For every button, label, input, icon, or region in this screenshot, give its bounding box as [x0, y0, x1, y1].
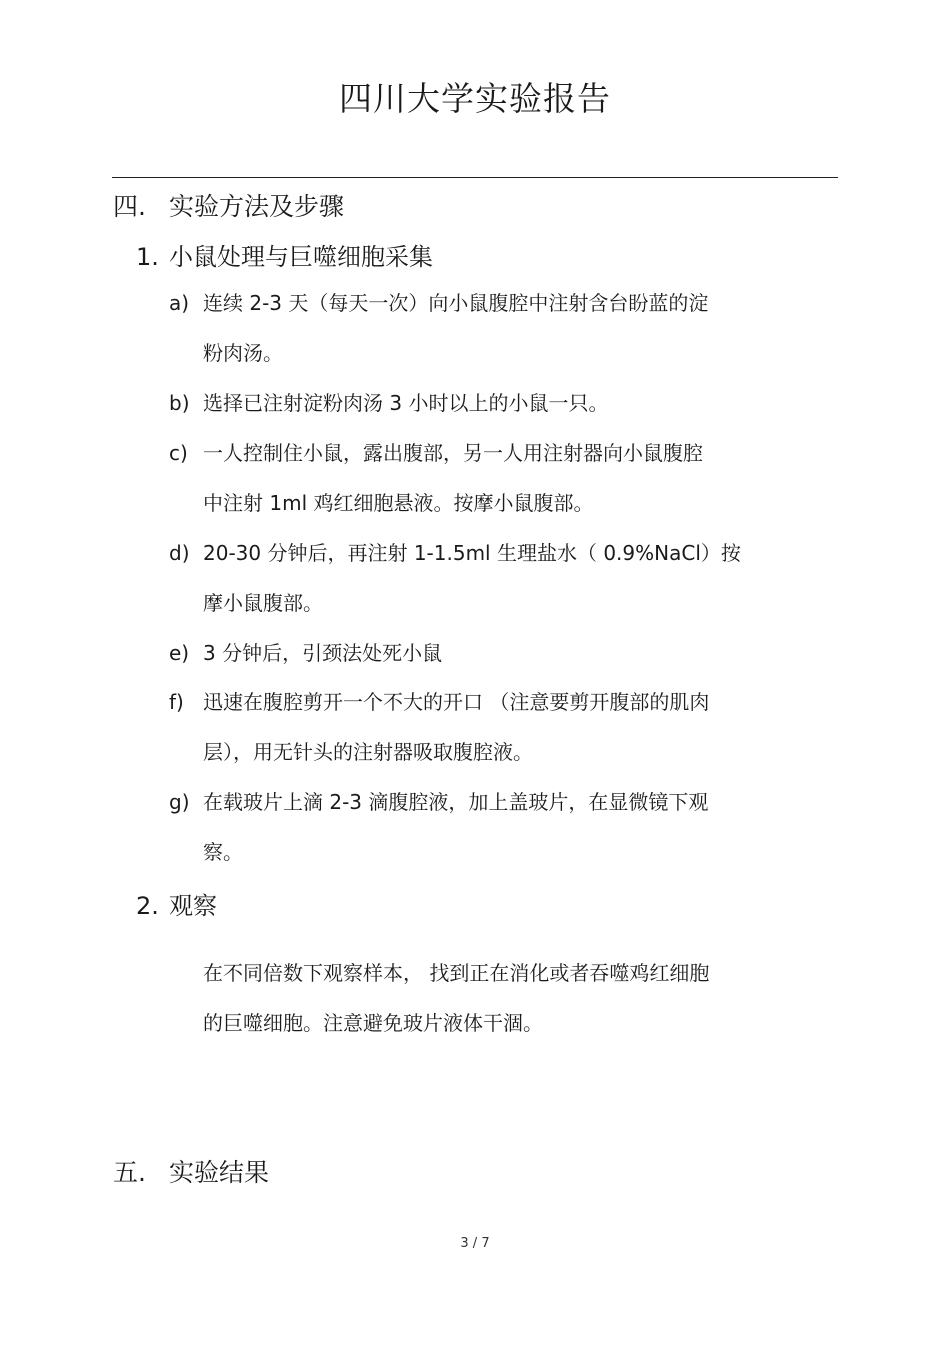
step-line: 3 分钟后，引颈法处死小鼠 — [203, 641, 443, 665]
step-line: 摩小鼠腹部。 — [203, 591, 323, 615]
subsection-heading-mouse — [136, 237, 433, 272]
subsection-number: 2. — [136, 892, 159, 920]
step-text — [203, 378, 608, 428]
step-text — [203, 777, 708, 877]
step-label: b) — [169, 391, 190, 415]
step-line: 一人控制住小鼠，露出腹部，另一人用注射器向小鼠腹腔 — [203, 441, 703, 465]
step-line: 迅速在腹腔剪开一个不大的开口 （注意要剪开腹部的肌肉 — [203, 690, 710, 714]
step-text — [203, 278, 708, 378]
step-line: 选择已注射淀粉肉汤 3 小时以上的小鼠一只。 — [203, 391, 609, 415]
step-text — [203, 677, 709, 777]
section-number: 五. — [113, 1158, 146, 1187]
step-text — [203, 628, 442, 678]
step-label: a) — [169, 291, 190, 315]
step-line: 连续 2-3 天（每天一次）向小鼠腹腔中注射含台盼蓝的淀 — [203, 291, 709, 315]
section-title: 实验结果 — [169, 1158, 270, 1187]
paragraph-line: 的巨噬细胞。注意避免玻片液体干涸。 — [203, 1011, 543, 1035]
step-line: 层），用无针头的注射器吸取腹腔液。 — [203, 740, 533, 764]
step-text — [203, 428, 703, 528]
section-heading-results — [113, 1153, 269, 1189]
step-label: d) — [169, 541, 190, 565]
subsection-title: 小鼠处理与巨噬细胞采集 — [169, 243, 433, 271]
section-heading-methods — [113, 187, 344, 223]
step-label: c) — [169, 441, 188, 465]
step-line: 粉肉汤。 — [203, 341, 283, 365]
subsection-number: 1. — [136, 243, 159, 271]
page-indicator: 3 / 7 — [460, 1236, 490, 1251]
section-number: 四. — [113, 192, 146, 221]
step-line: 察。 — [203, 840, 243, 864]
step-label: e) — [169, 641, 190, 665]
report-title: 四川大学实验报告 — [339, 79, 611, 118]
step-line: 20-30 分钟后，再注射 1-1.5ml 生理盐水（ 0.9%NaCl）按 — [203, 541, 741, 565]
subsection-heading-observation — [136, 886, 217, 921]
step-label: g) — [169, 790, 190, 814]
step-line: 在载玻片上滴 2-3 滴腹腔液，加上盖玻片，在显微镜下观 — [203, 790, 709, 814]
step-text — [203, 528, 741, 628]
section-title: 实验方法及步骤 — [169, 192, 345, 221]
subsection-title: 观察 — [169, 892, 217, 920]
header-divider — [112, 177, 838, 178]
step-line: 中注射 1ml 鸡红细胞悬液。按摩小鼠腹部。 — [203, 491, 594, 515]
observation-paragraph — [203, 948, 709, 1048]
step-label: f) — [169, 690, 184, 714]
paragraph-line: 在不同倍数下观察样本， 找到正在消化或者吞噬鸡红细胞 — [203, 961, 710, 985]
